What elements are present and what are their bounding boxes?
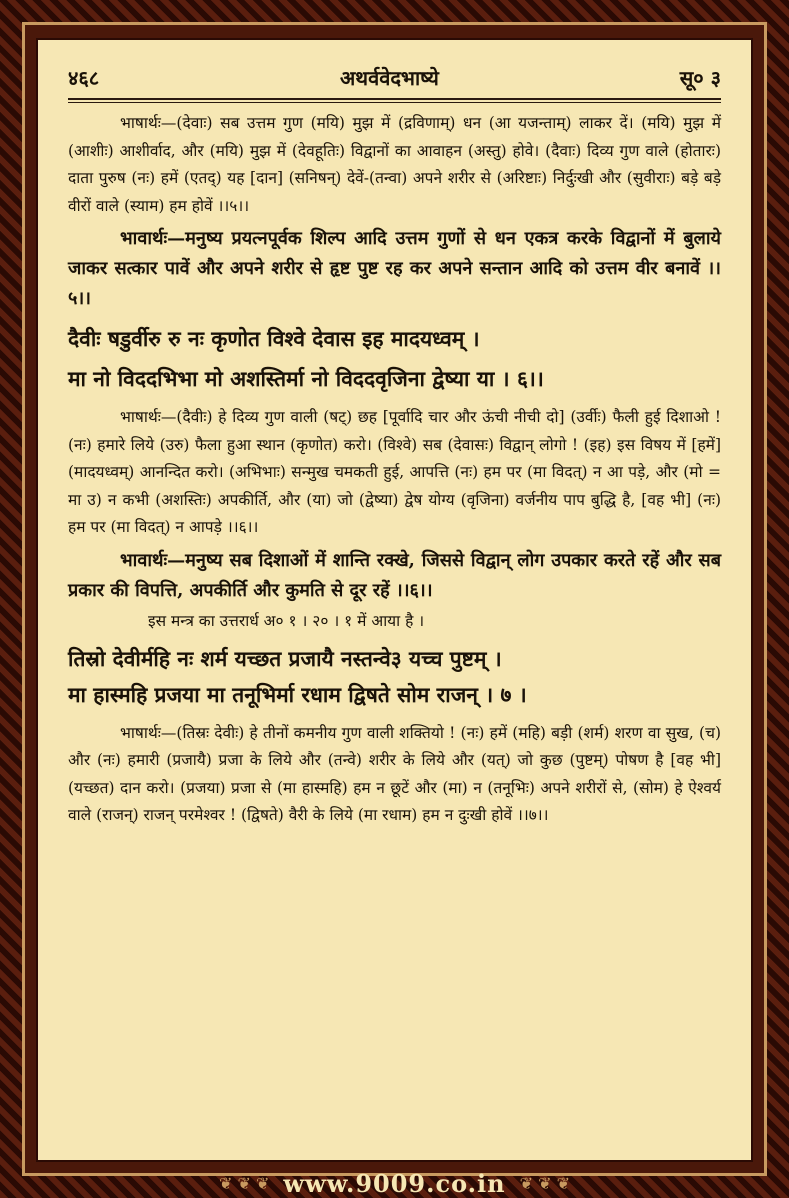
book-page <box>36 38 753 1162</box>
bhavartha-6: भावार्थः—मनुष्य सब दिशाओं में शान्ति रक्खे, जिससे विद्वान् लोग उपकार करते रहें और सब प्रकार की विपत्ति, अपकीर्ति और कुमति से दूर रहें ।।६।। <box>68 549 721 601</box>
footer <box>0 1168 789 1198</box>
mantra-7-line-2: मा हास्महि प्रजया मा तनूभिर्मा रधाम द्विषते सोम राजन् । ७ । <box>68 681 527 707</box>
left-ornament-icon: ❦ ❦ ❦ <box>219 1173 270 1193</box>
website-link[interactable]: www.9009.co.in <box>283 1168 506 1198</box>
reference-note: इस मन्त्र का उत्तरार्ध अ० १ । २० । १ में आया है । <box>148 611 425 630</box>
mantra-6 <box>68 324 721 394</box>
bhashartha-6: भाषार्थः—(दैवीः) हे दिव्य गुण वाली (षट्) छह [पूर्वादि चार और ऊंची नीची दो] (उर्वीः) फैली हुई दिशाओ ! (नः) हमारे लिये (उरु) फैला हुआ स्थान (कृणोत) करो। (विश्वे) सब (देवासः) विद्वान् लोगो ! (इह) इस विषय में [हमें] (मादयध्वम्) आनन्दित करो। (अभिभाः) सन्मुख चमकती हुई, आपत्ति (नः) हम पर (मा विदत्) न आ पड़े, और (मो = मा उ) न कभी (अशस्तिः) अपकीर्ति, और (या) जो (द्वेष्या) द्वेष योग्य (वृजिना) वर्जनीय पाप बुद्धि है, [वह भी] (नः) हम पर (मा विदत्) न आपड़े ।।६।। <box>68 408 721 536</box>
right-ornament-icon: ❦ ❦ ❦ <box>519 1173 570 1193</box>
page-header <box>68 60 721 94</box>
mantra-6-line-2: मा नो विददभिभा मो अशस्तिर्मा नो विददवृजिना द्वेष्या या । ६।। <box>68 366 544 391</box>
bhavartha-5: भावार्थः—मनुष्य प्रयत्नपूर्वक शिल्प आदि उत्तम गुणों से धन एकत्र करके विद्वानों में बुलाये जाकर सत्कार पावें और अपने शरीर से हृष्ट पुष्ट रह कर अपने सन्तान आदि को उत्तम वीर बनावें ।।५।। <box>68 228 721 309</box>
bhashartha-5: भाषार्थः—(देवाः) सब उत्तम गुण (मयि) मुझ में (द्रविणाम्) धन (आ यजन्ताम्) लाकर दें। (मयि) मुझ में (आशीः) आशीर्वाद, और (मयि) मुझ में (देवहूतिः) विद्वानों का आवाहन (अस्तु) होवे। (दैवाः) दिव्य गुण वाले (होतारः) दाता पुरुष (नः) हमें (एतद्) यह [दान] (सनिषन्) देवें-(तन्वा) अपने शरीर से (अरिष्टाः) निर्दुःखी और (सुवीराः) बड़े बड़े वीरों वाले (स्याम) हम होवें ।।५।। <box>68 114 721 215</box>
page-content <box>68 110 721 830</box>
header-rule <box>68 98 721 100</box>
mantra-6-line-1: दैवीः षडुर्वीरु रु नः कृणोत विश्वे देवास इह मादयध्वम् । <box>68 326 480 351</box>
mantra-7 <box>68 644 721 710</box>
mantra-7-line-1: तिस्रो देवीर्महि नः शर्म यच्छत प्रजायै नस्तन्वे३ यच्च पुष्टम् । <box>68 645 502 671</box>
page-number: ४६८ <box>68 65 100 90</box>
sukta-number: सू० ३ <box>679 65 721 90</box>
bhashartha-7: भाषार्थः—(तिस्रः देवीः) हे तीनों कमनीय गुण वाली शक्तियो ! (नः) हमें (महि) बड़ी (शर्म) शरण वा सुख, (च) और (नः) हमारी (प्रजायै) प्रजा के लिये और (तन्वे) शरीर के लिये और (यत्) जो कुछ (पुष्टम्) पोषण है [वह भी] (यच्छत) दान करो। (प्रजया) प्रजा से (मा हास्महि) हम न छूटें और (मा) न (तनूभिः) अपने शरीरों से, (सोम) हे ऐश्वर्य वाले (राजन्) राजन् परमेश्वर ! (द्विषते) वैरी के लिये (मा रधाम) हम न दुःखी होवें ।।७।। <box>68 723 721 824</box>
header-rule-thin <box>68 102 721 103</box>
page-title: अथर्ववेदभाष्ये <box>340 65 439 90</box>
